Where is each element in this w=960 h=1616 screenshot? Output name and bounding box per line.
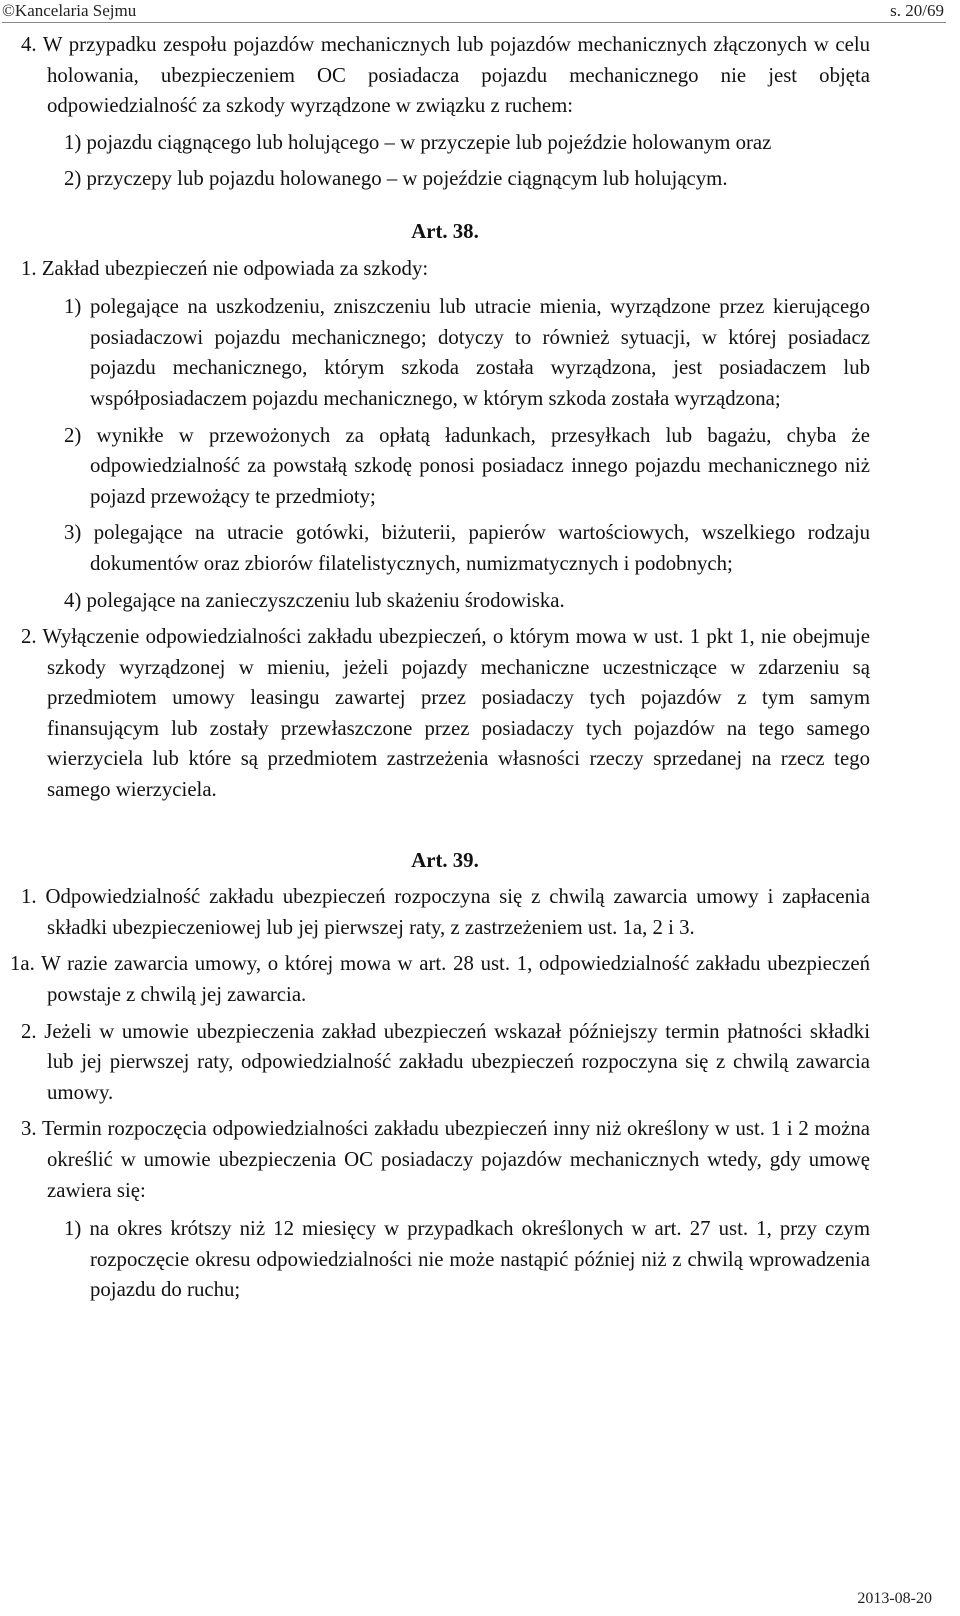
item-text: polegające na zanieczyszczeniu lub skażeniu środowiska. [86, 588, 565, 612]
paragraph-text: Wyłączenie odpowiedzialności zakładu ubezpieczeń, o którym mowa w ust. 1 pkt 1, nie obejmuje szkody wyrządzonej w mieniu, jeżeli pojazdy mechaniczne uczestniczące w zdarzeniu są przedmiotem umowy leasingu zawartej przez posiadaczy tych pojazdów z tym samym finansującym lub zostały przewłaszczone przez posiadaczy tych pojazdów na tego samego wierzyciela lub które są przedmiotem zastrzeżenia własności rzeczy sprzedanej na rzecz tego samego wierzyciela. [42, 625, 871, 802]
list-item [0, 1214, 870, 1306]
article-39-paragraph-3 [0, 1114, 870, 1206]
list-item [0, 586, 870, 617]
article-heading-39: Art. 39. [411, 848, 479, 872]
article-39-paragraph-2 [0, 1017, 870, 1109]
item-text: pojazdu ciągnącego lub holującego – w przyczepie lub pojeździe holowanym oraz [86, 130, 772, 154]
paragraph-text: W razie zawarcia umowy, o której mowa w art. 28 ust. 1, odpowiedzialność zakładu ubezpieczeń powstaje z chwilą jej zawarcia. [41, 952, 870, 1007]
list-item [0, 292, 870, 414]
list-item [0, 518, 870, 579]
item-text: polegające na uszkodzeniu, zniszczeniu lub utracie mienia, wyrządzone przez kierującego posiadaczowi pojazdu mechanicznego; dotyczy to również sytuacji, w której posiadacz pojazdu mechanicznego, którym szkoda została wyrządzona, jest posiadaczem lub współposiadaczem pojazdu mechanicznego, w którym szkoda została wyrządzona; [89, 295, 870, 410]
item-number: 1) [64, 1217, 82, 1241]
document-body [0, 30, 960, 1306]
paragraph-number: 1. [21, 885, 37, 909]
footer-date: 2013-08-20 [857, 1590, 932, 1607]
paragraph-text: W przypadku zespołu pojazdów mechanicznych lub pojazdów mechanicznych złączonych w celu holowania, ubezpieczeniem OC posiadacza pojazdu mechanicznego nie jest objęta odpowiedzialność za szkody wyrządzone w związku z ruchem: [42, 33, 870, 118]
list-item [0, 421, 870, 513]
paragraph-number: 4. [21, 33, 37, 56]
header-page-number: s. 20/69 [890, 1, 944, 20]
paragraph-4 [0, 30, 870, 122]
paragraph-number: 3. [21, 1117, 37, 1141]
article-38-paragraph-2 [0, 622, 870, 806]
item-text: polegające na utracie gotówki, biżuterii, papierów wartościowych, wszelkiego rodzaju dokumentów oraz zbiorów filatelistycznych, numizmatycznych i podobnych; [90, 521, 870, 575]
header-divider [2, 22, 946, 23]
item-number: 4) [64, 588, 82, 612]
item-number: 2) [64, 423, 82, 447]
article-39-paragraph-1a [0, 949, 870, 1010]
item-text: wynikłe w przewożonych za opłatą ładunkach, przesyłkach lub bagażu, chyba że odpowiedzialność za powstałą szkodę ponosi posiadacz innego pojazdu mechanicznego niż pojazd przewożący te przedmioty; [90, 423, 870, 508]
article-38-paragraph-1 [0, 254, 870, 285]
paragraph-text: Zakład ubezpieczeń nie odpowiada za szkody: [41, 256, 429, 280]
paragraph-text: Odpowiedzialność zakładu ubezpieczeń rozpoczyna się z chwilą zawarcia umowy i zapłacenia składki ubezpieczeniowej lub jej pierwszej raty, z zastrzeżeniem ust. 1a, 2 i 3. [45, 885, 870, 939]
item-text: przyczepy lub pojazdu holowanego – w pojeździe ciągnącym lub holującym. [86, 167, 728, 191]
item-number: 2) [64, 167, 82, 191]
item-number: 1) [64, 130, 82, 154]
paragraph-number: 1. [21, 256, 37, 280]
item-number: 3) [64, 521, 82, 545]
header-source: ©Kancelaria Sejmu [2, 1, 137, 20]
paragraph-number: 1a. [10, 952, 35, 976]
article-39-paragraph-1 [0, 882, 870, 943]
paragraph-text: Termin rozpoczęcia odpowiedzialności zakładu ubezpieczeń inny niż określony w ust. 1 i 2 można określić w umowie ubezpieczenia OC posiadaczy pojazdów mechanicznych wtedy, gdy umowę zawiera się: [41, 1117, 870, 1202]
item-number: 1) [64, 295, 82, 319]
paragraph-text: Jeżeli w umowie ubezpieczenia zakład ubezpieczeń wskazał późniejszy termin płatności składki lub jej pierwszej raty, odpowiedzialność zakładu ubezpieczeń rozpoczyna się z chwilą zawarcia umowy. [44, 1019, 870, 1104]
paragraph-number: 2. [21, 625, 37, 649]
list-item [0, 164, 870, 195]
item-text: na okres krótszy niż 12 miesięcy w przypadkach określonych w art. 27 ust. 1, przy czym rozpoczęcie okresu odpowiedzialności nie może nastąpić później niż z chwilą wprowadzenia pojazdu do ruchu; [89, 1217, 870, 1302]
list-item [0, 128, 870, 159]
article-heading-38: Art. 38. [411, 219, 479, 243]
paragraph-number: 2. [21, 1019, 37, 1043]
